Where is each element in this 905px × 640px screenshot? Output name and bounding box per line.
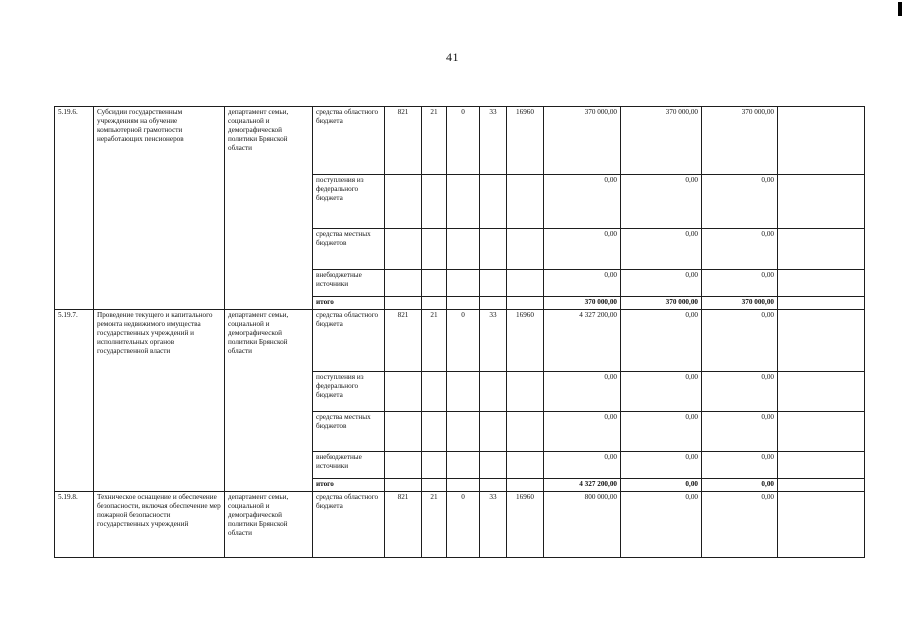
amount-cell: 800 000,00 <box>544 492 621 558</box>
amount-cell: 0,00 <box>544 452 621 479</box>
table-row <box>55 310 865 372</box>
page-number: 41 <box>446 50 459 64</box>
code-cell <box>385 452 422 479</box>
empty-cell <box>778 492 865 558</box>
code-cell <box>447 452 480 479</box>
empty-cell <box>778 229 865 270</box>
code-cell <box>507 270 544 297</box>
code-cell <box>385 412 422 452</box>
code-cell: 821 <box>385 310 422 372</box>
department: департамент семьи, социальной и демографической политики Брянской области <box>225 310 313 492</box>
total-amount: 370 000,00 <box>621 297 702 310</box>
amount-cell: 0,00 <box>621 175 702 229</box>
code-cell: 0 <box>447 492 480 558</box>
measure-title: Субсидии государственным учреждениям на обучение компьютерной грамотности неработающих пенсионеров <box>94 107 225 310</box>
code-cell <box>385 270 422 297</box>
code-cell <box>480 229 507 270</box>
empty-cell <box>778 270 865 297</box>
amount-cell: 0,00 <box>702 452 778 479</box>
code-cell: 33 <box>480 310 507 372</box>
code-cell <box>447 270 480 297</box>
amount-cell: 0,00 <box>621 372 702 412</box>
amount-cell: 0,00 <box>621 310 702 372</box>
total-amount: 370 000,00 <box>702 297 778 310</box>
source-label: внебюджетные источники <box>313 270 385 297</box>
empty-cell <box>778 175 865 229</box>
code-cell <box>385 175 422 229</box>
amount-cell: 370 000,00 <box>621 107 702 175</box>
code-cell: 21 <box>422 310 447 372</box>
empty-cell <box>778 479 865 492</box>
row-id: 5.19.7. <box>55 310 94 492</box>
measure-title: Проведение текущего и капитального ремонта недвижимого имущества государственных учреждений и исполнительных органов государственной власти <box>94 310 225 492</box>
amount-cell: 0,00 <box>702 175 778 229</box>
source-label: средства местных бюджетов <box>313 229 385 270</box>
source-label: средства областного бюджета <box>313 310 385 372</box>
code-cell <box>480 452 507 479</box>
code-cell <box>422 479 447 492</box>
table-row <box>55 492 865 558</box>
code-cell <box>480 372 507 412</box>
total-label: итого <box>313 479 385 492</box>
code-cell <box>507 229 544 270</box>
table-row <box>55 107 865 175</box>
amount-cell: 0,00 <box>621 229 702 270</box>
code-cell <box>447 175 480 229</box>
code-cell <box>507 297 544 310</box>
code-cell: 33 <box>480 107 507 175</box>
total-amount: 0,00 <box>621 479 702 492</box>
code-cell <box>422 270 447 297</box>
empty-cell <box>778 107 865 175</box>
code-cell <box>422 229 447 270</box>
code-cell <box>507 372 544 412</box>
department: департамент семьи, социальной и демографической политики Брянской области <box>225 107 313 310</box>
amount-cell: 0,00 <box>702 492 778 558</box>
code-cell <box>480 175 507 229</box>
department: департамент семьи, социальной и демографической политики Брянской области <box>225 492 313 558</box>
code-cell <box>422 175 447 229</box>
source-label: средства областного бюджета <box>313 492 385 558</box>
total-label: итого <box>313 297 385 310</box>
code-cell <box>507 412 544 452</box>
code-cell <box>480 270 507 297</box>
code-cell: 16960 <box>507 310 544 372</box>
source-label: средства местных бюджетов <box>313 412 385 452</box>
code-cell <box>447 479 480 492</box>
empty-cell <box>778 297 865 310</box>
row-id: 5.19.6. <box>55 107 94 310</box>
empty-cell <box>778 372 865 412</box>
code-cell <box>480 297 507 310</box>
empty-cell <box>778 310 865 372</box>
source-label: внебюджетные источники <box>313 452 385 479</box>
amount-cell: 0,00 <box>702 229 778 270</box>
code-cell: 33 <box>480 492 507 558</box>
amount-cell: 0,00 <box>544 270 621 297</box>
code-cell <box>422 372 447 412</box>
amount-cell: 0,00 <box>621 412 702 452</box>
code-cell <box>447 372 480 412</box>
budget-table <box>54 106 865 558</box>
amount-cell: 0,00 <box>621 270 702 297</box>
amount-cell: 0,00 <box>544 372 621 412</box>
code-cell <box>480 412 507 452</box>
amount-cell: 0,00 <box>621 492 702 558</box>
source-label: средства областного бюджета <box>313 107 385 175</box>
code-cell <box>385 297 422 310</box>
code-cell: 21 <box>422 107 447 175</box>
code-cell: 16960 <box>507 492 544 558</box>
total-amount: 370 000,00 <box>544 297 621 310</box>
scan-corner-mark <box>898 2 902 16</box>
amount-cell: 0,00 <box>702 412 778 452</box>
total-amount: 4 327 200,00 <box>544 479 621 492</box>
code-cell <box>480 479 507 492</box>
amount-cell: 0,00 <box>544 229 621 270</box>
code-cell: 821 <box>385 492 422 558</box>
amount-cell: 0,00 <box>621 452 702 479</box>
code-cell <box>507 479 544 492</box>
empty-cell <box>778 452 865 479</box>
measure-title: Техническое оснащение и обеспечение безопасности, включая обеспечение мер пожарной безопасности государственных учреждений <box>94 492 225 558</box>
code-cell: 0 <box>447 107 480 175</box>
code-cell <box>422 297 447 310</box>
amount-cell: 0,00 <box>544 175 621 229</box>
code-cell <box>507 175 544 229</box>
code-cell <box>385 229 422 270</box>
source-label: поступления из федерального бюджета <box>313 372 385 412</box>
source-label: поступления из федерального бюджета <box>313 175 385 229</box>
code-cell <box>507 452 544 479</box>
code-cell <box>447 297 480 310</box>
amount-cell: 370 000,00 <box>544 107 621 175</box>
amount-cell: 0,00 <box>702 310 778 372</box>
code-cell <box>385 372 422 412</box>
code-cell: 16960 <box>507 107 544 175</box>
empty-cell <box>778 412 865 452</box>
code-cell: 0 <box>447 310 480 372</box>
code-cell <box>447 229 480 270</box>
amount-cell: 0,00 <box>544 412 621 452</box>
code-cell: 21 <box>422 492 447 558</box>
code-cell <box>447 412 480 452</box>
code-cell: 821 <box>385 107 422 175</box>
amount-cell: 4 327 200,00 <box>544 310 621 372</box>
code-cell <box>385 479 422 492</box>
amount-cell: 0,00 <box>702 270 778 297</box>
amount-cell: 0,00 <box>702 372 778 412</box>
row-id: 5.19.8. <box>55 492 94 558</box>
code-cell <box>422 452 447 479</box>
code-cell <box>422 412 447 452</box>
total-amount: 0,00 <box>702 479 778 492</box>
amount-cell: 370 000,00 <box>702 107 778 175</box>
